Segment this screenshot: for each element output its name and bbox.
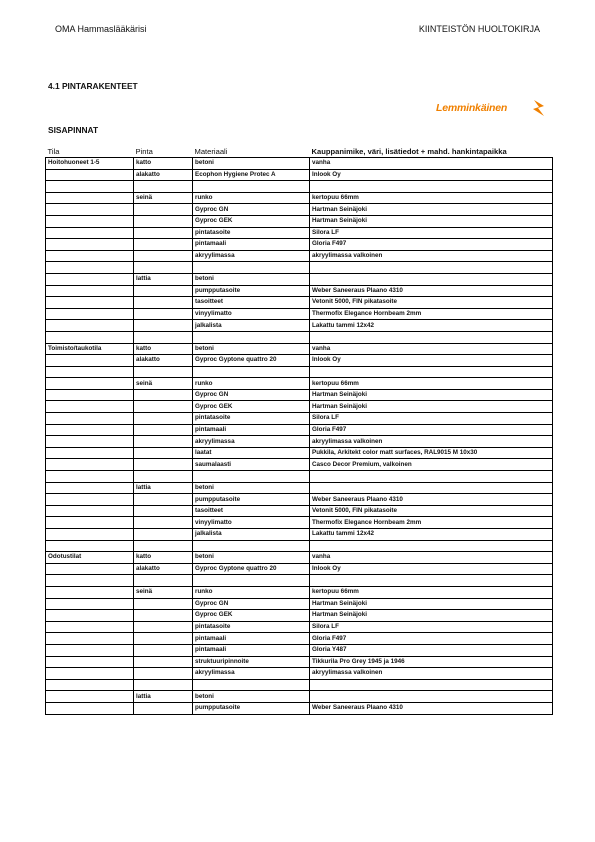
tila-cell xyxy=(46,621,134,633)
materiaali-cell: betoni xyxy=(193,482,310,494)
materiaali-cell: akryylimassa xyxy=(193,436,310,448)
materiaali-cell xyxy=(193,471,310,483)
pinta-cell: alakatto xyxy=(134,563,193,575)
table-row xyxy=(46,378,553,390)
pinta-cell xyxy=(134,621,193,633)
materiaali-cell: saumalaasti xyxy=(193,459,310,471)
pinta-cell: lattia xyxy=(134,691,193,703)
pinta-cell xyxy=(134,702,193,714)
table-row xyxy=(46,355,553,367)
tila-cell xyxy=(46,656,134,668)
kauppanimike-cell: Vetonit 5000, FIN pikatasoite xyxy=(310,297,553,309)
kauppanimike-cell: Gloria Y487 xyxy=(310,644,553,656)
table-row xyxy=(46,529,553,541)
materiaali-cell: Gyproc GEK xyxy=(193,610,310,622)
table-row xyxy=(46,181,553,193)
kauppanimike-cell: Hartman Seinäjoki xyxy=(310,389,553,401)
materials-table xyxy=(45,146,553,715)
tila-cell xyxy=(46,668,134,680)
tila-cell xyxy=(46,633,134,645)
tila-cell: Hoitohuoneet 1-5 xyxy=(46,158,134,170)
kauppanimike-cell: Pukkila, Arkitekt color matt surfaces, RAL9015 M 10x30 xyxy=(310,447,553,459)
kauppanimike-cell: vanha xyxy=(310,552,553,564)
tila-cell xyxy=(46,563,134,575)
table-row xyxy=(46,215,553,227)
tila-cell xyxy=(46,297,134,309)
kauppanimike-cell: akryylimassa valkoinen xyxy=(310,250,553,262)
materiaali-cell: pumpputasoite xyxy=(193,285,310,297)
table-row xyxy=(46,702,553,714)
materiaali-cell: struktuuripinnoite xyxy=(193,656,310,668)
tila-cell xyxy=(46,181,134,193)
tila-cell xyxy=(46,250,134,262)
kauppanimike-cell: Lakattu tammi 12x42 xyxy=(310,529,553,541)
materiaali-cell: pumpputasoite xyxy=(193,702,310,714)
materiaali-cell: runko xyxy=(193,586,310,598)
table-row xyxy=(46,575,553,587)
pinta-cell: katto xyxy=(134,552,193,564)
table-row xyxy=(46,158,553,170)
tila-cell xyxy=(46,285,134,297)
pinta-cell xyxy=(134,644,193,656)
materiaali-cell: runko xyxy=(193,378,310,390)
kauppanimike-cell: akryylimassa valkoinen xyxy=(310,436,553,448)
table-row xyxy=(46,552,553,564)
pinta-cell xyxy=(134,181,193,193)
column-header-kauppanimike: Kauppanimike, väri, lisätiedot + mahd. hankintapaikka xyxy=(310,146,553,158)
table-row xyxy=(46,343,553,355)
materiaali-cell: betoni xyxy=(193,158,310,170)
tila-cell xyxy=(46,610,134,622)
tila-cell xyxy=(46,679,134,691)
tila-cell xyxy=(46,262,134,274)
pinta-cell xyxy=(134,413,193,425)
tila-cell xyxy=(46,227,134,239)
materiaali-cell xyxy=(193,181,310,193)
materiaali-cell: vinyylimatto xyxy=(193,308,310,320)
pinta-cell xyxy=(134,424,193,436)
table-row xyxy=(46,285,553,297)
table-row xyxy=(46,586,553,598)
pinta-cell xyxy=(134,656,193,668)
table-row xyxy=(46,192,553,204)
table-row xyxy=(46,494,553,506)
kauppanimike-cell: Lakattu tammi 12x42 xyxy=(310,320,553,332)
pinta-cell xyxy=(134,366,193,378)
header-company: OMA Hammaslääkärisi xyxy=(55,24,147,34)
table-row xyxy=(46,644,553,656)
pinta-cell xyxy=(134,239,193,251)
tila-cell xyxy=(46,575,134,587)
tila-cell xyxy=(46,389,134,401)
kauppanimike-cell: Silora LF xyxy=(310,413,553,425)
tila-cell xyxy=(46,355,134,367)
kauppanimike-cell: Silora LF xyxy=(310,621,553,633)
kauppanimike-cell: Gloria F497 xyxy=(310,633,553,645)
kauppanimike-cell: kertopuu 66mm xyxy=(310,378,553,390)
pinta-cell xyxy=(134,320,193,332)
materiaali-cell: Gyproc GN xyxy=(193,204,310,216)
table-header-row xyxy=(46,146,553,158)
materiaali-cell: Gyproc GN xyxy=(193,389,310,401)
tila-cell xyxy=(46,540,134,552)
kauppanimike-cell: vanha xyxy=(310,158,553,170)
tila-cell xyxy=(46,308,134,320)
table-row xyxy=(46,239,553,251)
tila-cell xyxy=(46,366,134,378)
pinta-cell xyxy=(134,285,193,297)
tila-cell xyxy=(46,598,134,610)
kauppanimike-cell: Weber Saneeraus Plaano 4310 xyxy=(310,494,553,506)
tila-cell xyxy=(46,691,134,703)
pinta-cell xyxy=(134,505,193,517)
table-row xyxy=(46,621,553,633)
materiaali-cell: Gyproc Gyptone quattro 20 xyxy=(193,563,310,575)
kauppanimike-cell xyxy=(310,540,553,552)
materiaali-cell: Gyproc GEK xyxy=(193,215,310,227)
table-row xyxy=(46,679,553,691)
table-row xyxy=(46,633,553,645)
materiaali-cell: betoni xyxy=(193,691,310,703)
pinta-cell: katto xyxy=(134,343,193,355)
table-row xyxy=(46,308,553,320)
pinta-cell xyxy=(134,668,193,680)
company-logo xyxy=(436,98,546,120)
table-row xyxy=(46,389,553,401)
kauppanimike-cell: Thermofix Elegance Hornbeam 2mm xyxy=(310,308,553,320)
kauppanimike-cell xyxy=(310,691,553,703)
kauppanimike-cell: Hartman Seinäjoki xyxy=(310,215,553,227)
table-row xyxy=(46,331,553,343)
section-title: 4.1 PINTARAKENTEET xyxy=(48,81,138,91)
kauppanimike-cell: Gloria F497 xyxy=(310,424,553,436)
materiaali-cell: betoni xyxy=(193,273,310,285)
table-row xyxy=(46,563,553,575)
materiaali-cell: betoni xyxy=(193,552,310,564)
pinta-cell: seinä xyxy=(134,192,193,204)
materiaali-cell: runko xyxy=(193,192,310,204)
materiaali-cell: laatat xyxy=(193,447,310,459)
materiaali-cell: betoni xyxy=(193,343,310,355)
kauppanimike-cell xyxy=(310,679,553,691)
materiaali-cell xyxy=(193,575,310,587)
materiaali-cell: pintatasoite xyxy=(193,621,310,633)
kauppanimike-cell: Thermofix Elegance Hornbeam 2mm xyxy=(310,517,553,529)
tila-cell xyxy=(46,424,134,436)
table-row xyxy=(46,413,553,425)
materiaali-cell: pintatasoite xyxy=(193,413,310,425)
tila-cell xyxy=(46,378,134,390)
table-row xyxy=(46,598,553,610)
pinta-cell xyxy=(134,204,193,216)
pinta-cell xyxy=(134,679,193,691)
table-row xyxy=(46,482,553,494)
pinta-cell xyxy=(134,540,193,552)
tila-cell xyxy=(46,215,134,227)
kauppanimike-cell: Weber Saneeraus Plaano 4310 xyxy=(310,702,553,714)
table-row xyxy=(46,668,553,680)
kauppanimike-cell xyxy=(310,181,553,193)
kauppanimike-cell xyxy=(310,366,553,378)
table-row xyxy=(46,320,553,332)
table-row xyxy=(46,401,553,413)
materiaali-cell: pintamaali xyxy=(193,424,310,436)
pinta-cell xyxy=(134,529,193,541)
kauppanimike-cell: Hartman Seinäjoki xyxy=(310,204,553,216)
tila-cell xyxy=(46,529,134,541)
materiaali-cell xyxy=(193,262,310,274)
materiaali-cell: jalkalista xyxy=(193,320,310,332)
table-row xyxy=(46,297,553,309)
materiaali-cell: Ecophon Hygiene Protec A xyxy=(193,169,310,181)
tila-cell: Toimisto/taukotila xyxy=(46,343,134,355)
pinta-cell xyxy=(134,215,193,227)
pinta-cell xyxy=(134,447,193,459)
tila-cell xyxy=(46,320,134,332)
kauppanimike-cell xyxy=(310,471,553,483)
materiaali-cell: Gyproc GEK xyxy=(193,401,310,413)
table-row xyxy=(46,250,553,262)
table-row xyxy=(46,656,553,668)
materiaali-cell: pintamaali xyxy=(193,633,310,645)
tila-cell xyxy=(46,517,134,529)
materiaali-cell: pintatasoite xyxy=(193,227,310,239)
tila-cell xyxy=(46,644,134,656)
tila-cell xyxy=(46,401,134,413)
table-row xyxy=(46,447,553,459)
table-row xyxy=(46,691,553,703)
column-header-pinta: Pinta xyxy=(134,146,193,158)
pinta-cell xyxy=(134,610,193,622)
tila-cell xyxy=(46,482,134,494)
pinta-cell: lattia xyxy=(134,482,193,494)
pinta-cell xyxy=(134,598,193,610)
pinta-cell: seinä xyxy=(134,586,193,598)
pinta-cell: alakatto xyxy=(134,169,193,181)
pinta-cell xyxy=(134,517,193,529)
table-row xyxy=(46,227,553,239)
kauppanimike-cell: Tikkurila Pro Grey 1945 ja 1946 xyxy=(310,656,553,668)
materiaali-cell: vinyylimatto xyxy=(193,517,310,529)
materiaali-cell: tasoitteet xyxy=(193,505,310,517)
pinta-cell xyxy=(134,633,193,645)
kauppanimike-cell: Gloria F497 xyxy=(310,239,553,251)
kauppanimike-cell: vanha xyxy=(310,343,553,355)
tila-cell xyxy=(46,436,134,448)
kauppanimike-cell: Vetonit 5000, FIN pikatasoite xyxy=(310,505,553,517)
table-row xyxy=(46,262,553,274)
tila-cell: Odotustilat xyxy=(46,552,134,564)
table-row xyxy=(46,505,553,517)
pinta-cell xyxy=(134,494,193,506)
kauppanimike-cell: Hartman Seinäjoki xyxy=(310,401,553,413)
materiaali-cell xyxy=(193,679,310,691)
kauppanimike-cell: kertopuu 66mm xyxy=(310,586,553,598)
pinta-cell: lattia xyxy=(134,273,193,285)
pinta-cell xyxy=(134,250,193,262)
table-row xyxy=(46,459,553,471)
kauppanimike-cell xyxy=(310,262,553,274)
materiaali-cell: akryylimassa xyxy=(193,250,310,262)
pinta-cell xyxy=(134,227,193,239)
tila-cell xyxy=(46,273,134,285)
materiaali-cell xyxy=(193,540,310,552)
table-row xyxy=(46,204,553,216)
tila-cell xyxy=(46,702,134,714)
kauppanimike-cell: Casco Decor Premium, valkoinen xyxy=(310,459,553,471)
kauppanimike-cell: Inlook Oy xyxy=(310,563,553,575)
tila-cell xyxy=(46,494,134,506)
pinta-cell xyxy=(134,389,193,401)
swallow-icon xyxy=(532,98,546,118)
materiaali-cell: Gyproc Gyptone quattro 20 xyxy=(193,355,310,367)
table-row xyxy=(46,436,553,448)
tila-cell xyxy=(46,471,134,483)
table-row xyxy=(46,517,553,529)
pinta-cell: katto xyxy=(134,158,193,170)
materiaali-cell: pumpputasoite xyxy=(193,494,310,506)
pinta-cell xyxy=(134,575,193,587)
table-row xyxy=(46,273,553,285)
tila-cell xyxy=(46,204,134,216)
kauppanimike-cell: akryylimassa valkoinen xyxy=(310,668,553,680)
table-row xyxy=(46,366,553,378)
materiaali-cell: pintamaali xyxy=(193,644,310,656)
kauppanimike-cell: Hartman Seinäjoki xyxy=(310,598,553,610)
kauppanimike-cell xyxy=(310,331,553,343)
tila-cell xyxy=(46,459,134,471)
pinta-cell xyxy=(134,308,193,320)
table-row xyxy=(46,424,553,436)
tila-cell xyxy=(46,413,134,425)
pinta-cell xyxy=(134,459,193,471)
pinta-cell xyxy=(134,471,193,483)
pinta-cell: seinä xyxy=(134,378,193,390)
materiaali-cell: pintamaali xyxy=(193,239,310,251)
materiaali-cell: akryylimassa xyxy=(193,668,310,680)
pinta-cell xyxy=(134,401,193,413)
table-row xyxy=(46,540,553,552)
subheading: SISAPINNAT xyxy=(48,125,99,135)
materiaali-cell: tasoitteet xyxy=(193,297,310,309)
header-document-title: KIINTEISTÖN HUOLTOKIRJA xyxy=(418,24,540,34)
tila-cell xyxy=(46,192,134,204)
table-body xyxy=(46,158,553,715)
tila-cell xyxy=(46,331,134,343)
kauppanimike-cell: kertopuu 66mm xyxy=(310,192,553,204)
materiaali-cell: Gyproc GN xyxy=(193,598,310,610)
tila-cell xyxy=(46,239,134,251)
kauppanimike-cell xyxy=(310,575,553,587)
materiaali-cell xyxy=(193,331,310,343)
kauppanimike-cell: Inlook Oy xyxy=(310,169,553,181)
tila-cell xyxy=(46,169,134,181)
kauppanimike-cell: Weber Saneeraus Plaano 4310 xyxy=(310,285,553,297)
pinta-cell xyxy=(134,436,193,448)
materiaali-cell: jalkalista xyxy=(193,529,310,541)
kauppanimike-cell: Silora LF xyxy=(310,227,553,239)
column-header-tila: Tila xyxy=(46,146,134,158)
logo-text: Lemminkäinen xyxy=(436,102,508,114)
table-row xyxy=(46,471,553,483)
kauppanimike-cell: Inlook Oy xyxy=(310,355,553,367)
column-header-materiaali: Materiaali xyxy=(193,146,310,158)
pinta-cell xyxy=(134,297,193,309)
tila-cell xyxy=(46,586,134,598)
kauppanimike-cell xyxy=(310,273,553,285)
pinta-cell xyxy=(134,331,193,343)
tila-cell xyxy=(46,505,134,517)
table-row xyxy=(46,169,553,181)
kauppanimike-cell: Hartman Seinäjoki xyxy=(310,610,553,622)
kauppanimike-cell xyxy=(310,482,553,494)
table-row xyxy=(46,610,553,622)
tila-cell xyxy=(46,447,134,459)
materiaali-cell xyxy=(193,366,310,378)
pinta-cell xyxy=(134,262,193,274)
pinta-cell: alakatto xyxy=(134,355,193,367)
